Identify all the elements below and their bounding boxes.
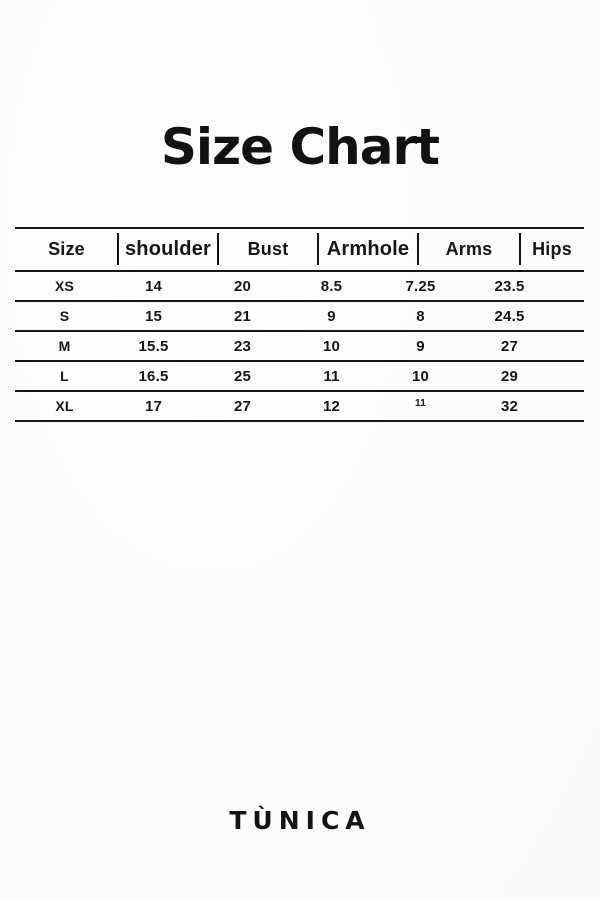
measurement-value: 15.5	[138, 337, 169, 355]
column-header-bust: Bust	[218, 229, 318, 270]
table-row	[15, 362, 584, 392]
measurement-value: 8.5	[320, 277, 343, 295]
size-table	[15, 227, 584, 422]
column-header-size: Size	[15, 229, 118, 270]
table-row	[15, 302, 584, 332]
table-header	[15, 227, 584, 272]
size-label: S	[59, 308, 70, 324]
measurement-value: 16.5	[138, 367, 169, 385]
page-title: Size Chart	[160, 118, 440, 176]
measurement-value: 8	[416, 307, 425, 325]
measurement-value: 12	[322, 397, 341, 415]
measurement-value: 27	[233, 397, 252, 415]
measurement-value: 25	[233, 367, 252, 385]
size-label: L	[60, 368, 69, 384]
size-label: M	[58, 338, 71, 354]
brand-logo: TÙNICA	[229, 806, 371, 835]
measurement-value: 14	[144, 277, 163, 295]
column-header-shoulder: shoulder	[118, 229, 218, 270]
measurement-value: 23.5	[494, 277, 525, 295]
measurement-value: 10	[322, 337, 341, 355]
column-header-arms: Arms	[418, 229, 520, 270]
size-label: XS	[54, 278, 75, 294]
measurement-value: 24.5	[494, 307, 525, 325]
measurement-value: 9	[327, 307, 336, 325]
table-row	[15, 332, 584, 362]
measurement-value: 10	[411, 367, 430, 385]
table-body	[15, 272, 584, 422]
measurement-value: 9	[416, 337, 425, 355]
measurement-value: 7.25	[405, 277, 436, 295]
measurement-value: 27	[500, 337, 519, 355]
column-header-armhole: Armhole	[318, 229, 418, 270]
measurement-value: 32	[500, 397, 519, 415]
table-row	[15, 272, 584, 302]
table-row	[15, 392, 584, 422]
size-label: XL	[55, 398, 74, 414]
measurement-value: 11	[323, 367, 340, 385]
measurement-value: 29	[500, 367, 519, 385]
measurement-value: 17	[144, 397, 163, 415]
column-header-hips: Hips	[532, 239, 572, 259]
measurement-value: 21	[233, 307, 252, 325]
measurement-value: 23	[233, 337, 252, 355]
measurement-value: 15	[144, 307, 163, 325]
measurement-value: 11	[415, 397, 426, 409]
measurement-value: 20	[233, 277, 252, 295]
